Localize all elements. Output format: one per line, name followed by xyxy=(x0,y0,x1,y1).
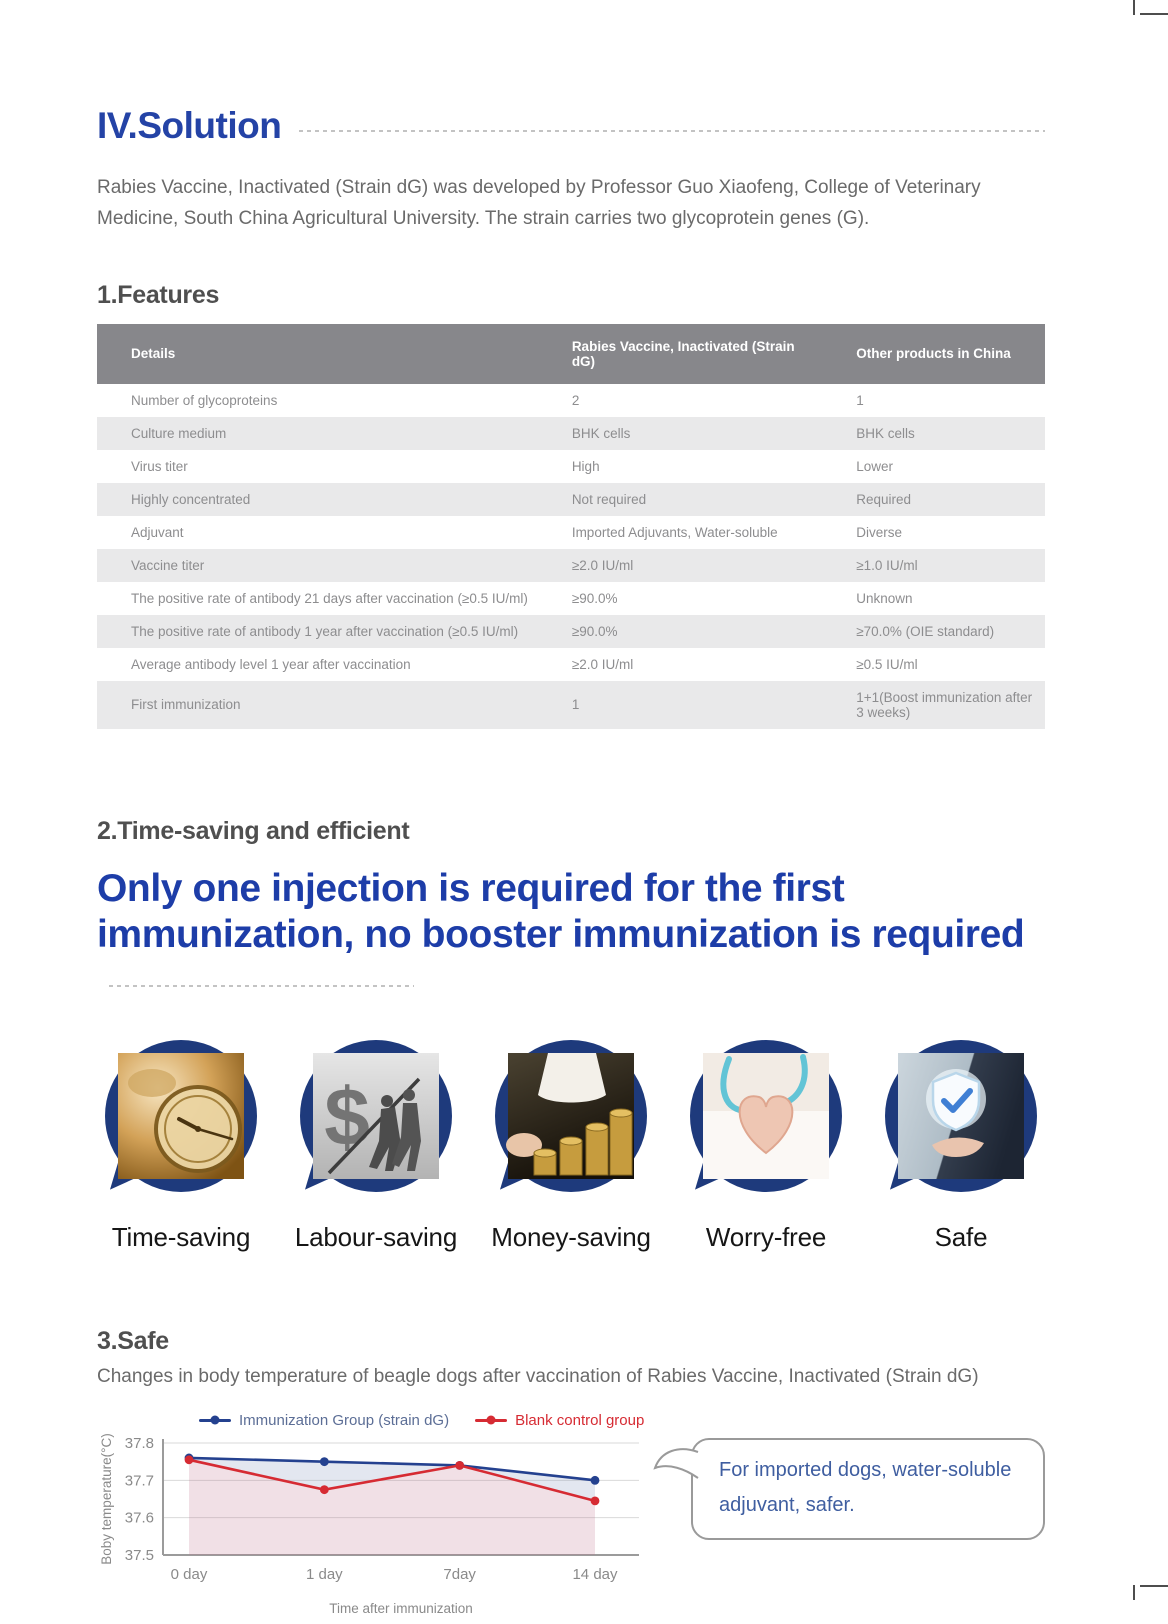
row-value: ≥0.5 IU/ml xyxy=(856,656,918,672)
legend-item-immunization xyxy=(199,1412,449,1429)
crop-mark-top-right xyxy=(1140,13,1168,15)
coins-icon xyxy=(508,1053,634,1179)
headline-dotted-divider xyxy=(109,985,414,987)
table-row xyxy=(97,516,1045,549)
table-row xyxy=(97,549,1045,582)
callout-text: For imported dogs, water-soluble adjuvant, safer. xyxy=(719,1458,1012,1516)
badge-labour-saving xyxy=(292,1040,460,1253)
svg-text:7day: 7day xyxy=(443,1565,476,1583)
row-label: Highly concentrated xyxy=(131,491,251,507)
svg-text:$: $ xyxy=(324,1071,370,1163)
row-value: Diverse xyxy=(856,524,902,540)
chart-section xyxy=(97,1412,1045,1624)
speech-bubble xyxy=(300,1040,452,1192)
row-value: BHK cells xyxy=(856,425,915,441)
row-value: Lower xyxy=(856,458,893,474)
row-label: First immunization xyxy=(131,697,241,713)
badge-label: Time-saving xyxy=(111,1221,251,1252)
column-header-other-products: Other products in China xyxy=(822,324,1045,384)
speech-bubble xyxy=(885,1040,1037,1192)
title-dotted-divider xyxy=(299,130,1045,132)
crop-mark-bottom-right xyxy=(1140,1585,1168,1587)
speech-bubble xyxy=(105,1040,257,1192)
column-header-details: Details xyxy=(97,324,538,384)
legend-label: Blank control group xyxy=(515,1411,645,1429)
heart-hands-icon xyxy=(703,1053,829,1179)
row-label: Vaccine titer xyxy=(131,557,205,573)
badge-money-saving xyxy=(487,1040,655,1253)
column-header-strain-dg: Rabies Vaccine, Inactivated (Strain dG) xyxy=(538,324,822,384)
legend-marker xyxy=(475,1419,507,1422)
chart-legend xyxy=(199,1412,649,1429)
row-value: 2 xyxy=(571,392,580,408)
line-chart-canvas xyxy=(97,1431,649,1619)
svg-text:37.7: 37.7 xyxy=(124,1471,154,1489)
row-value: BHK cells xyxy=(571,425,631,441)
row-value: Required xyxy=(856,491,911,507)
row-value: 1 xyxy=(856,392,864,408)
row-label: Culture medium xyxy=(131,425,227,441)
legend-marker xyxy=(199,1419,231,1422)
table-row xyxy=(97,648,1045,681)
header xyxy=(97,105,1045,147)
row-value: ≥1.0 IU/ml xyxy=(856,557,918,573)
table-row xyxy=(97,483,1045,516)
legend-label: Immunization Group (strain dG) xyxy=(239,1411,450,1429)
callout-tail xyxy=(653,1443,699,1483)
row-label: The positive rate of antibody 1 year after vaccination (≥0.5 IU/ml) xyxy=(131,623,519,639)
badge-label: Labour-saving xyxy=(294,1221,458,1252)
row-value: ≥2.0 IU/ml xyxy=(571,557,634,573)
svg-text:1 day: 1 day xyxy=(305,1565,343,1583)
safe-heading: 3.Safe xyxy=(97,1326,169,1355)
table-row xyxy=(97,681,1045,729)
time-saving-heading: 2.Time-saving and efficient xyxy=(97,816,410,845)
row-value: High xyxy=(571,458,600,474)
intro-paragraph: Rabies Vaccine, Inactivated (Strain dG) was developed by Professor Guo Xiaofeng, College of Veterinary Medicine, South China Agricultural University. The strain carries two glycoprotein genes (G). xyxy=(97,177,981,229)
row-label: Adjuvant xyxy=(131,524,184,540)
temperature-chart xyxy=(97,1412,649,1624)
badge-time-saving xyxy=(97,1040,265,1253)
dollar-icon xyxy=(313,1053,439,1179)
table-row xyxy=(97,615,1045,648)
callout-bubble xyxy=(691,1438,1045,1540)
table-row xyxy=(97,582,1045,615)
svg-text:37.8: 37.8 xyxy=(124,1434,154,1452)
row-label: Number of glycoproteins xyxy=(131,392,278,408)
clock-icon xyxy=(118,1053,244,1179)
row-value: ≥2.0 IU/ml xyxy=(571,656,634,672)
svg-text:Time after immunization: Time after immunization xyxy=(329,1600,473,1616)
row-label: Average antibody level 1 year after vaccination xyxy=(131,656,411,672)
svg-text:Boby temperature(°C): Boby temperature(°C) xyxy=(99,1432,114,1565)
row-label: The positive rate of antibody 21 days after vaccination (≥0.5 IU/ml) xyxy=(131,590,528,606)
svg-text:14 day: 14 day xyxy=(572,1565,618,1583)
row-value: ≥90.0% xyxy=(571,590,618,606)
row-value: ≥70.0% (OIE standard) xyxy=(856,623,995,639)
badge-label: Safe xyxy=(934,1221,988,1252)
badge-worry-free xyxy=(682,1040,850,1253)
features-heading: 1.Features xyxy=(97,280,220,309)
row-value: 1 xyxy=(571,697,580,713)
table-header-row xyxy=(97,324,1045,384)
speech-bubble xyxy=(690,1040,842,1192)
badge-safe xyxy=(877,1040,1045,1253)
row-value: ≥90.0% xyxy=(571,623,618,639)
benefit-badges xyxy=(97,1040,1045,1253)
row-value: 1+1(Boost immunization after 3 weeks) xyxy=(856,689,1033,720)
headline-text: Only one injection is required for the first immunization, no booster immunization is required xyxy=(97,866,1025,956)
badge-label: Worry-free xyxy=(705,1221,827,1252)
row-value: Unknown xyxy=(856,590,913,606)
headline xyxy=(97,866,1045,1004)
shield-check-icon xyxy=(898,1053,1024,1179)
features-table xyxy=(97,324,1045,729)
safe-subtitle: Changes in body temperature of beagle dogs after vaccination of Rabies Vaccine, Inactivated (Strain dG) xyxy=(97,1365,979,1387)
badge-label: Money-saving xyxy=(491,1221,651,1252)
row-label: Virus titer xyxy=(131,458,188,474)
crop-mark-top-right xyxy=(1133,0,1135,15)
crop-mark-bottom-right xyxy=(1133,1585,1135,1600)
speech-bubble xyxy=(495,1040,647,1192)
table-row xyxy=(97,384,1045,417)
row-value: Not required xyxy=(571,491,647,507)
table-row xyxy=(97,417,1045,450)
row-value: Imported Adjuvants, Water-soluble xyxy=(571,524,778,540)
svg-text:37.6: 37.6 xyxy=(124,1509,154,1527)
legend-item-control xyxy=(475,1412,644,1429)
page-title: IV.Solution xyxy=(97,105,282,146)
table-row xyxy=(97,450,1045,483)
svg-text:0 day: 0 day xyxy=(170,1565,208,1583)
svg-text:37.5: 37.5 xyxy=(124,1546,154,1564)
